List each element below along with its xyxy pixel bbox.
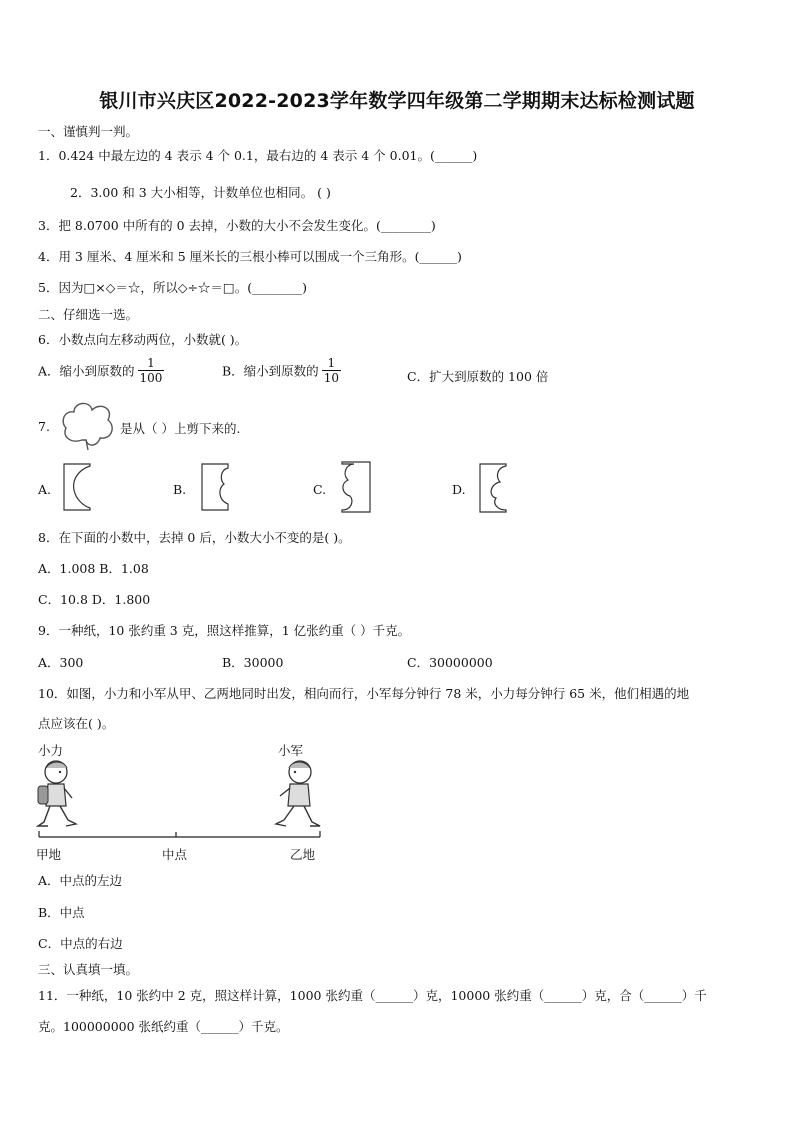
question-7-option-b-label: B. — [173, 482, 187, 497]
question-9-option-b: B．30000 — [222, 655, 284, 670]
paper-shape-a — [62, 462, 92, 512]
option-b-text: B．缩小到原数的 — [222, 363, 319, 379]
question-3: 3．把 8.0700 中所有的 0 去掉，小数的大小不会发生变化。(________) — [38, 218, 436, 233]
paper-shape-b — [200, 462, 230, 512]
question-4: 4．用 3 厘米、4 厘米和 5 厘米长的三根小棒可以围成一个三角形。(______) — [38, 249, 462, 264]
question-9-option-c: C．30000000 — [407, 655, 493, 670]
question-11-line2: 克。100000000 张纸约重（______）千克。 — [38, 1019, 289, 1034]
question-7-option-a-label: A. — [38, 482, 52, 497]
question-6-option-a — [38, 356, 167, 385]
question-9-option-a: A．300 — [38, 655, 84, 670]
section-heading-choose: 二、仔细选一选。 — [38, 307, 139, 322]
question-5: 5．因为□×◇＝☆，所以◇÷☆＝□。(________) — [38, 280, 308, 295]
fraction-numerator: 1 — [138, 356, 165, 371]
question-2: 2．3.00 和 3 大小相等，计数单位也相同。 ( ) — [70, 185, 331, 200]
section-heading-judge: 一、谨慎判一判。 — [38, 124, 139, 139]
paper-shape-d — [478, 462, 508, 514]
question-8-options-row2: C．10.8 D．1.800 — [38, 592, 151, 607]
fraction-one-hundredth — [138, 356, 165, 385]
paper-shape-c — [340, 460, 372, 514]
page-title: 银川市兴庆区2022-2023学年数学四年级第二学期期末达标检测试题 — [99, 90, 695, 112]
fraction-one-tenth — [322, 356, 341, 385]
label-jiadi: 甲地 — [36, 847, 62, 862]
distance-line-diagram — [38, 828, 322, 842]
question-6-option-b — [222, 356, 344, 385]
boy-walking-right-icon — [34, 758, 84, 832]
section-heading-fill: 三、认真填一填。 — [38, 962, 139, 977]
question-6-stem: 6．小数点向左移动两位，小数就( )。 — [38, 332, 248, 347]
question-7-number: 7. — [38, 419, 50, 434]
fraction-numerator: 1 — [322, 356, 341, 371]
question-10-option-c: C．中点的右边 — [38, 936, 123, 951]
question-10-option-b: B．中点 — [38, 905, 85, 920]
fraction-denominator: 10 — [323, 371, 339, 385]
question-10-stem-line1: 10．如图，小力和小军从甲、乙两地同时出发，相向而行，小军每分钟行 78 米，小力每分钟行 65 米，他们相遇的地 — [38, 686, 690, 701]
fraction-denominator: 100 — [139, 371, 163, 385]
label-yidi: 乙地 — [290, 847, 316, 862]
question-7-option-c-label: C. — [313, 482, 327, 497]
question-6-option-c: C．扩大到原数的 100 倍 — [407, 369, 549, 384]
question-9-stem: 9．一种纸，10 张约重 3 克，照这样推算，1 亿张约重（ ）千克。 — [38, 623, 411, 638]
cloud-shape-figure — [60, 400, 116, 452]
question-8-options-row1: A．1.008 B．1.08 — [38, 561, 149, 576]
question-7-option-d-label: D. — [452, 482, 466, 497]
option-a-text: A．缩小到原数的 — [38, 363, 135, 379]
question-10-stem-line2: 点应该在( )。 — [38, 716, 115, 731]
label-xiaojun: 小军 — [278, 743, 304, 758]
boy-walking-left-icon — [272, 758, 324, 832]
question-11-line1: 11．一种纸，10 张约中 2 克，照这样计算，1000 张约重（______）克，10000 张约重（______）克，合（______）千 — [38, 988, 707, 1003]
question-8-stem: 8．在下面的小数中，去掉 0 后，小数大小不变的是( )。 — [38, 530, 351, 545]
label-midpoint: 中点 — [162, 847, 188, 862]
question-7-stem: 是从（ ）上剪下来的. — [120, 421, 241, 436]
question-10-option-a: A．中点的左边 — [38, 873, 123, 888]
label-xiaoli: 小力 — [38, 743, 64, 758]
question-1: 1．0.424 中最左边的 4 表示 4 个 0.1，最右边的 4 表示 4 个 0.01。(______) — [38, 148, 478, 163]
